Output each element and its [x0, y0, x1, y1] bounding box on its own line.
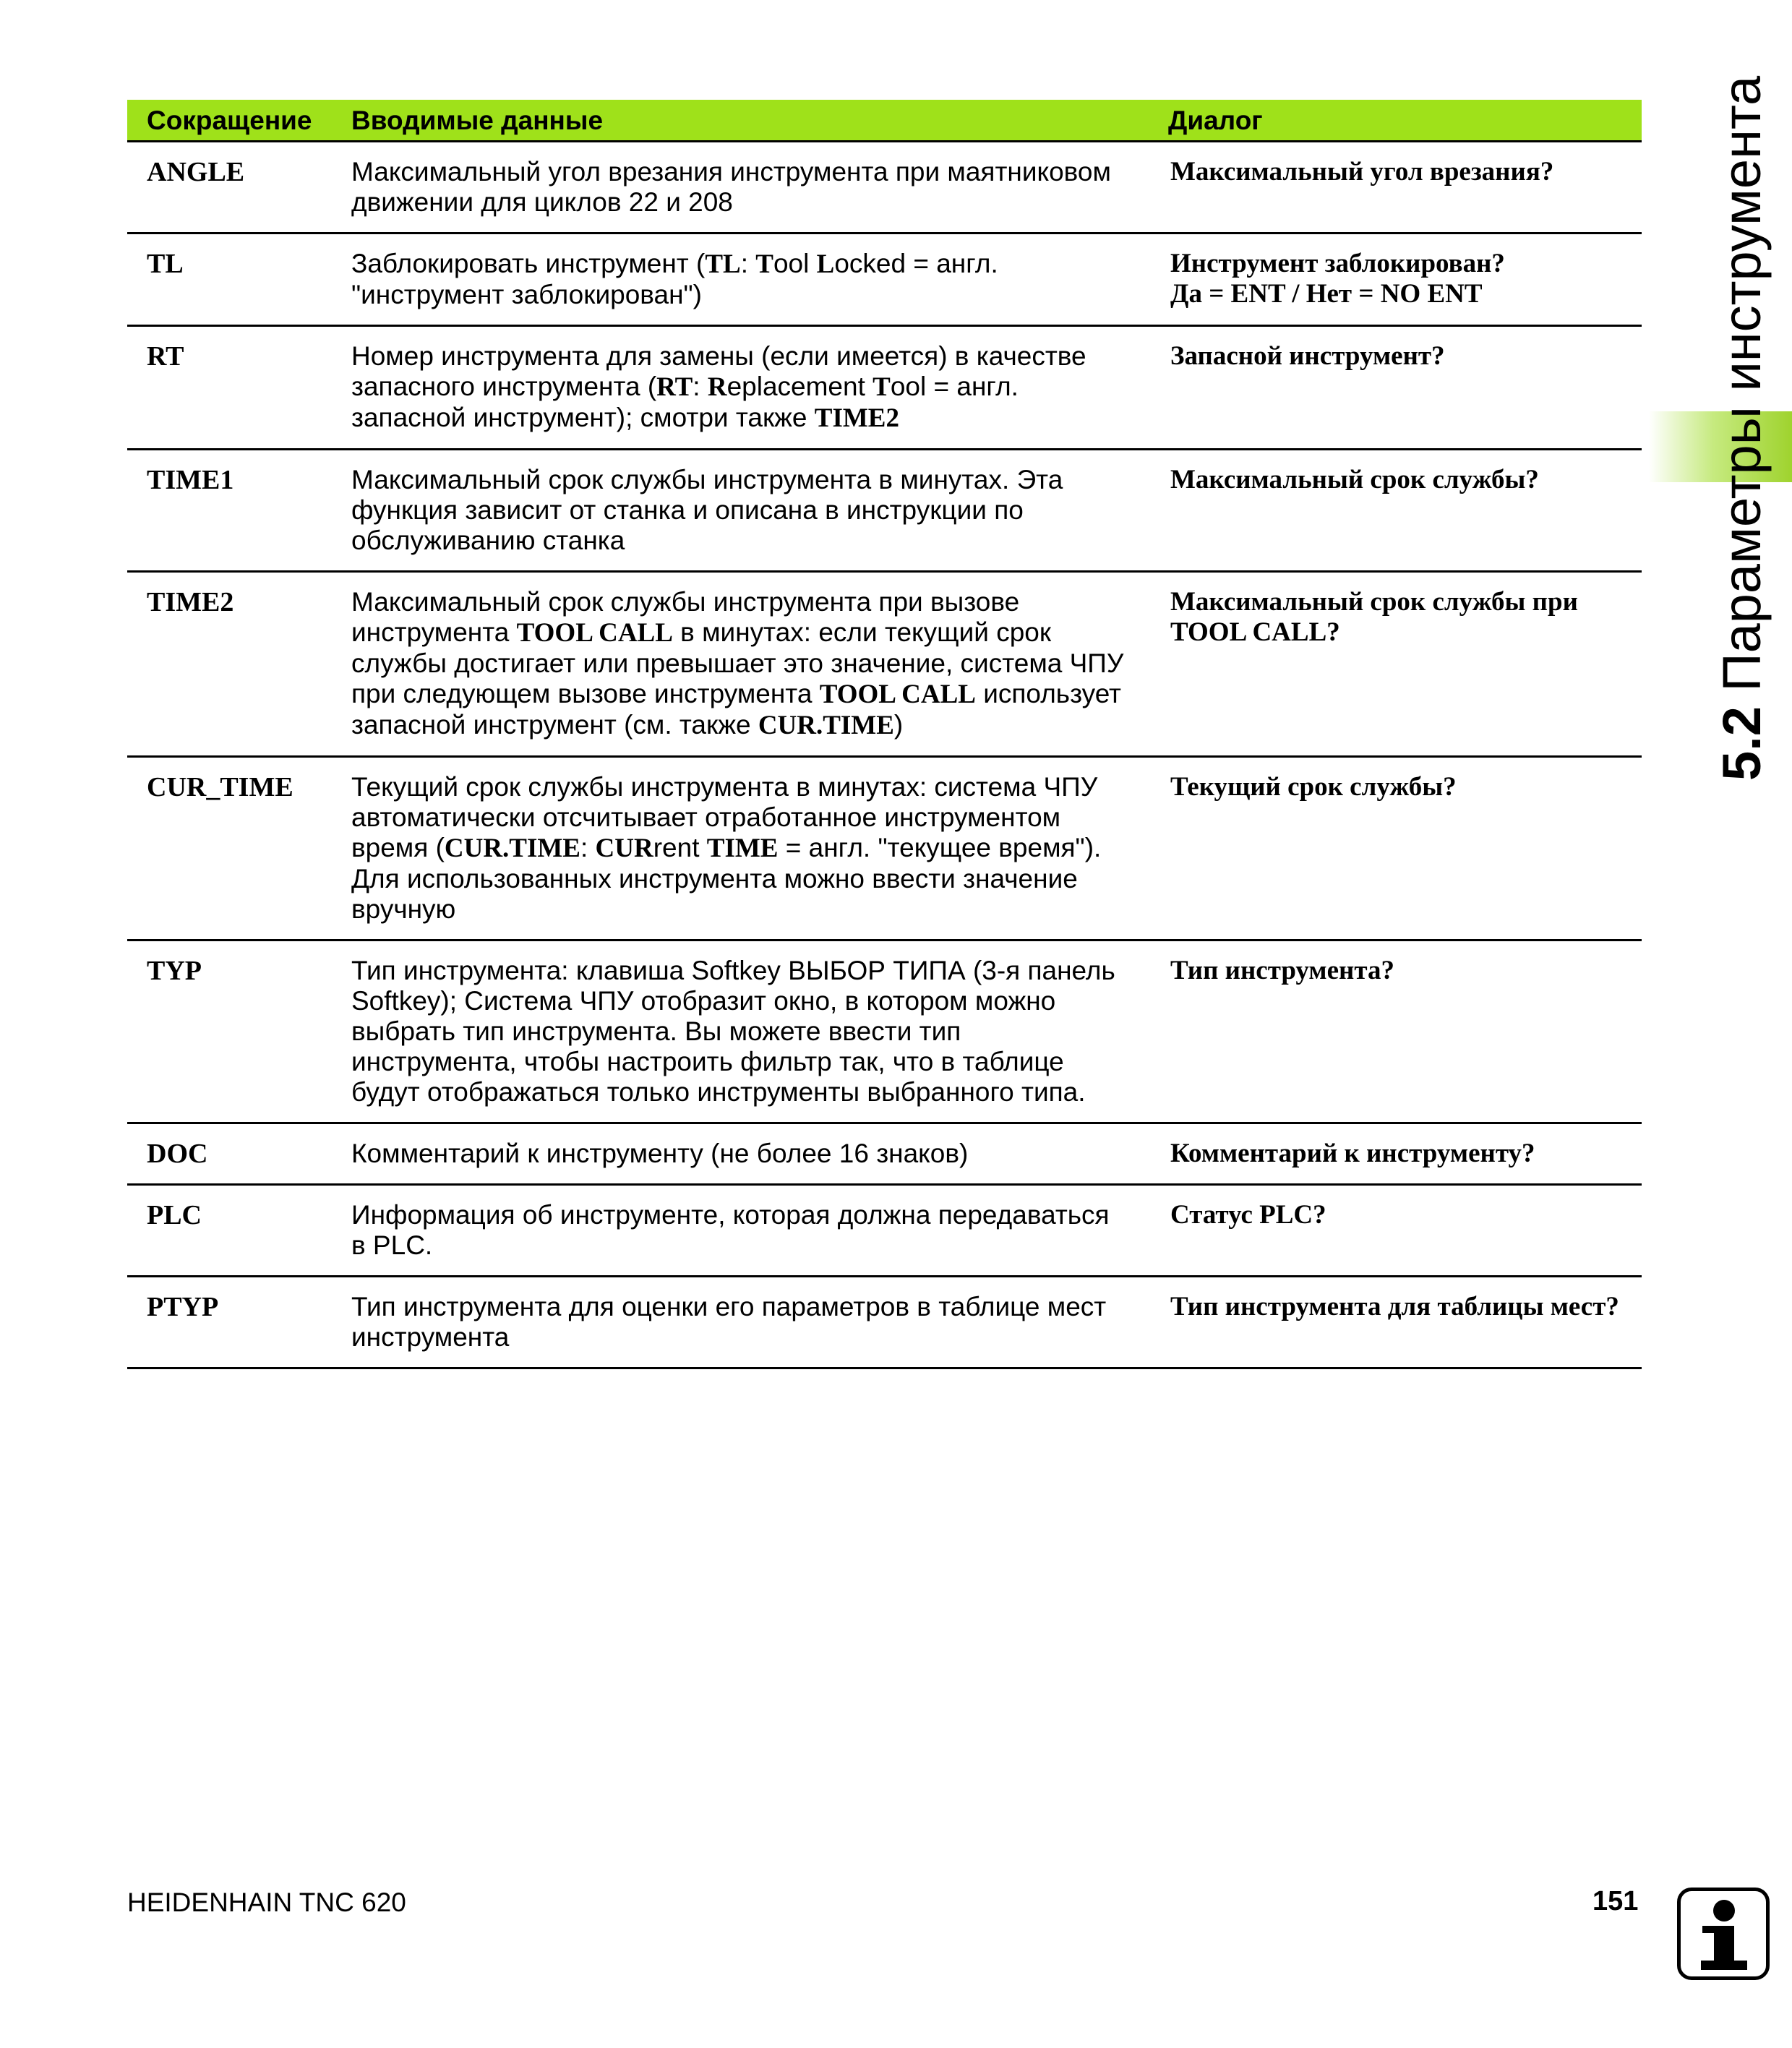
description-keyword: CUR.TIME [758, 711, 894, 740]
row-dialog [1149, 757, 1642, 941]
row-dialog [1149, 450, 1642, 572]
row-abbreviation: TIME2 [127, 572, 332, 757]
description-text: Тип инструмента: клавиша Softkey ВЫБОР ТИПА (3-я панель [351, 956, 1115, 985]
description-text: ) [893, 710, 904, 740]
row-description [332, 450, 1149, 572]
row-dialog [1149, 326, 1642, 450]
description-keyword: TOOL CALL [516, 618, 673, 648]
section-number: 5.2 [1712, 706, 1772, 781]
section-name: Параметры инструмента [1712, 75, 1772, 692]
description-keyword: T [755, 249, 773, 279]
description-text: запасного инструмента ( [351, 372, 657, 401]
table-row [127, 1185, 1642, 1277]
description-text: "инструмент заблокирован") [351, 280, 702, 309]
description-text: время ( [351, 833, 445, 862]
row-description [332, 326, 1149, 450]
description-text: функция зависит от станка и описана в инструкции по [351, 495, 1024, 525]
row-description [332, 233, 1149, 326]
row-abbreviation: RT [127, 326, 332, 450]
description-keyword: CUR.TIME [444, 834, 580, 863]
row-dialog [1149, 1185, 1642, 1277]
dialog-line: Максимальный срок службы? [1170, 465, 1539, 494]
row-dialog [1149, 233, 1642, 326]
description-text: Максимальный срок службы инструмента при вызове [351, 587, 1020, 617]
dialog-line: Комментарий к инструменту? [1170, 1139, 1535, 1168]
row-dialog [1149, 1123, 1642, 1185]
dialog-line: Тип инструмента для таблицы мест? [1170, 1292, 1619, 1321]
row-dialog [1149, 572, 1642, 757]
table-row [127, 326, 1642, 450]
dialog-line: Статус PLC? [1170, 1200, 1326, 1230]
row-abbreviation: PLC [127, 1185, 332, 1277]
header-abbreviation: Сокращение [127, 100, 332, 142]
footer-product: HEIDENHAIN TNC 620 [127, 1888, 406, 1917]
table-row [127, 142, 1642, 233]
description-line [351, 894, 1134, 925]
description-keyword: TIME2 [814, 403, 899, 433]
description-text: в минутах: если текущий срок [672, 617, 1052, 647]
row-dialog [1149, 941, 1642, 1123]
row-description [332, 941, 1149, 1123]
table-row [127, 450, 1642, 572]
info-icon [1677, 1888, 1770, 1980]
table-body [127, 142, 1642, 1368]
row-abbreviation: DOC [127, 1123, 332, 1185]
description-text: Текущий срок службы инструмента в минутах: система ЧПУ [351, 772, 1098, 802]
description-text: Максимальный угол врезания инструмента при маятниковом [351, 157, 1111, 187]
description-text: Номер инструмента для замены (если имеется) в качестве [351, 341, 1086, 371]
dialog-line: Запасной инструмент? [1170, 341, 1445, 371]
row-dialog [1149, 1277, 1642, 1368]
description-text: запасной инструмент); смотри также [351, 403, 815, 432]
description-line [351, 403, 1134, 434]
description-text: Информация об инструменте, которая должна передаваться [351, 1200, 1110, 1230]
description-text: инструмента [351, 617, 517, 647]
description-line [351, 1200, 1134, 1230]
description-text: : [580, 833, 596, 862]
description-line [351, 1292, 1134, 1322]
description-keyword: CUR [595, 834, 653, 863]
row-description [332, 1123, 1149, 1185]
table-row [127, 757, 1642, 941]
dialog-line: Тип инструмента? [1170, 956, 1395, 985]
description-keyword: L [816, 249, 835, 279]
table-row [127, 941, 1642, 1123]
description-text: : [693, 372, 708, 401]
description-text: будут отображаться только инструменты выбранного типа. [351, 1077, 1086, 1107]
page-number: 151 [1592, 1886, 1639, 1916]
description-text: службы достигает или превышает это значение, система ЧПУ [351, 648, 1124, 678]
description-text: = англ. "текущее время"). [778, 833, 1102, 862]
description-line [351, 1077, 1134, 1107]
row-abbreviation: TL [127, 233, 332, 326]
dialog-line: Да = ENT / Нет = NO ENT [1170, 279, 1483, 309]
row-abbreviation: TIME1 [127, 450, 332, 572]
description-line [351, 679, 1134, 710]
description-line [351, 986, 1134, 1016]
description-line [351, 157, 1134, 187]
description-line [351, 772, 1134, 802]
description-line [351, 833, 1134, 864]
description-keyword: TOOL CALL [819, 680, 976, 709]
description-text: Заблокировать инструмент ( [351, 249, 706, 278]
description-keyword: T [873, 372, 891, 402]
description-text: ool = англ. [890, 372, 1019, 401]
description-text: Тип инструмента для оценки его параметров в таблице мест [351, 1292, 1107, 1321]
row-abbreviation: TYP [127, 941, 332, 1123]
description-line [351, 617, 1134, 648]
description-line [351, 1322, 1134, 1353]
description-keyword: RT [656, 372, 693, 402]
header-input-data: Вводимые данные [332, 100, 1149, 142]
row-description [332, 757, 1149, 941]
description-text: инструмента [351, 1322, 510, 1352]
table-row [127, 1123, 1642, 1185]
table-row [127, 572, 1642, 757]
description-line [351, 249, 1134, 280]
description-line [351, 587, 1134, 617]
row-abbreviation: CUR_TIME [127, 757, 332, 941]
table-row [127, 233, 1642, 326]
table-row [127, 1277, 1642, 1368]
description-line [351, 526, 1134, 556]
description-line [351, 280, 1134, 310]
description-line [351, 1139, 1134, 1169]
description-text: вручную [351, 894, 456, 924]
description-text: инструмента, чтобы настроить фильтр так, что в таблице [351, 1047, 1064, 1076]
description-line [351, 864, 1134, 894]
row-description [332, 572, 1149, 757]
description-text: ocked = англ. [834, 249, 998, 278]
description-text: Для использованных инструмента можно ввести значение [351, 864, 1078, 894]
description-text: в PLC. [351, 1230, 433, 1260]
description-text: обслуживанию станка [351, 526, 625, 555]
description-line [351, 956, 1134, 986]
row-abbreviation: PTYP [127, 1277, 332, 1368]
description-text: при следующем вызове инструмента [351, 679, 820, 708]
description-line [351, 372, 1134, 403]
description-text: выбрать тип инструмента. Вы можете ввести тип [351, 1016, 961, 1046]
description-line [351, 341, 1134, 372]
dialog-line: Максимальный угол врезания? [1170, 157, 1554, 187]
description-line [351, 465, 1134, 495]
row-description [332, 1185, 1149, 1277]
table-header-row [127, 100, 1642, 142]
parameter-table [127, 100, 1642, 1369]
description-keyword: TL [705, 249, 741, 279]
row-dialog [1149, 142, 1642, 233]
row-abbreviation: ANGLE [127, 142, 332, 233]
row-description [332, 142, 1149, 233]
description-line [351, 710, 1134, 741]
dialog-line: Инструмент заблокирован? [1170, 249, 1505, 278]
dialog-line: TOOL CALL? [1170, 617, 1340, 647]
description-line [351, 1016, 1134, 1047]
description-text: Softkey); Система ЧПУ отобразит окно, в котором можно [351, 986, 1056, 1016]
description-text: rent [653, 833, 707, 862]
description-text: Максимальный срок службы инструмента в минутах. Эта [351, 465, 1063, 494]
description-line [351, 648, 1134, 679]
description-keyword: TIME [706, 834, 779, 863]
description-line [351, 495, 1134, 526]
description-line [351, 1230, 1134, 1261]
description-line [351, 1047, 1134, 1077]
description-text: Комментарий к инструменту (не более 16 знаков) [351, 1139, 969, 1168]
description-text: движении для циклов 22 и 208 [351, 187, 733, 217]
row-description [332, 1277, 1149, 1368]
section-title [1712, 75, 1772, 781]
description-keyword: R [707, 372, 727, 402]
description-text: использует [975, 679, 1121, 708]
description-line [351, 802, 1134, 833]
description-text: автоматически отсчитывает отработанное инструментом [351, 802, 1061, 832]
dialog-line: Текущий срок службы? [1170, 772, 1457, 802]
description-line [351, 187, 1134, 218]
header-dialog: Диалог [1149, 100, 1642, 142]
description-text: : [740, 249, 756, 278]
dialog-line: Максимальный срок службы при [1170, 587, 1578, 617]
description-text: eplacement [726, 372, 873, 401]
description-text: ool [773, 249, 817, 278]
description-text: запасной инструмент (см. также [351, 710, 758, 740]
